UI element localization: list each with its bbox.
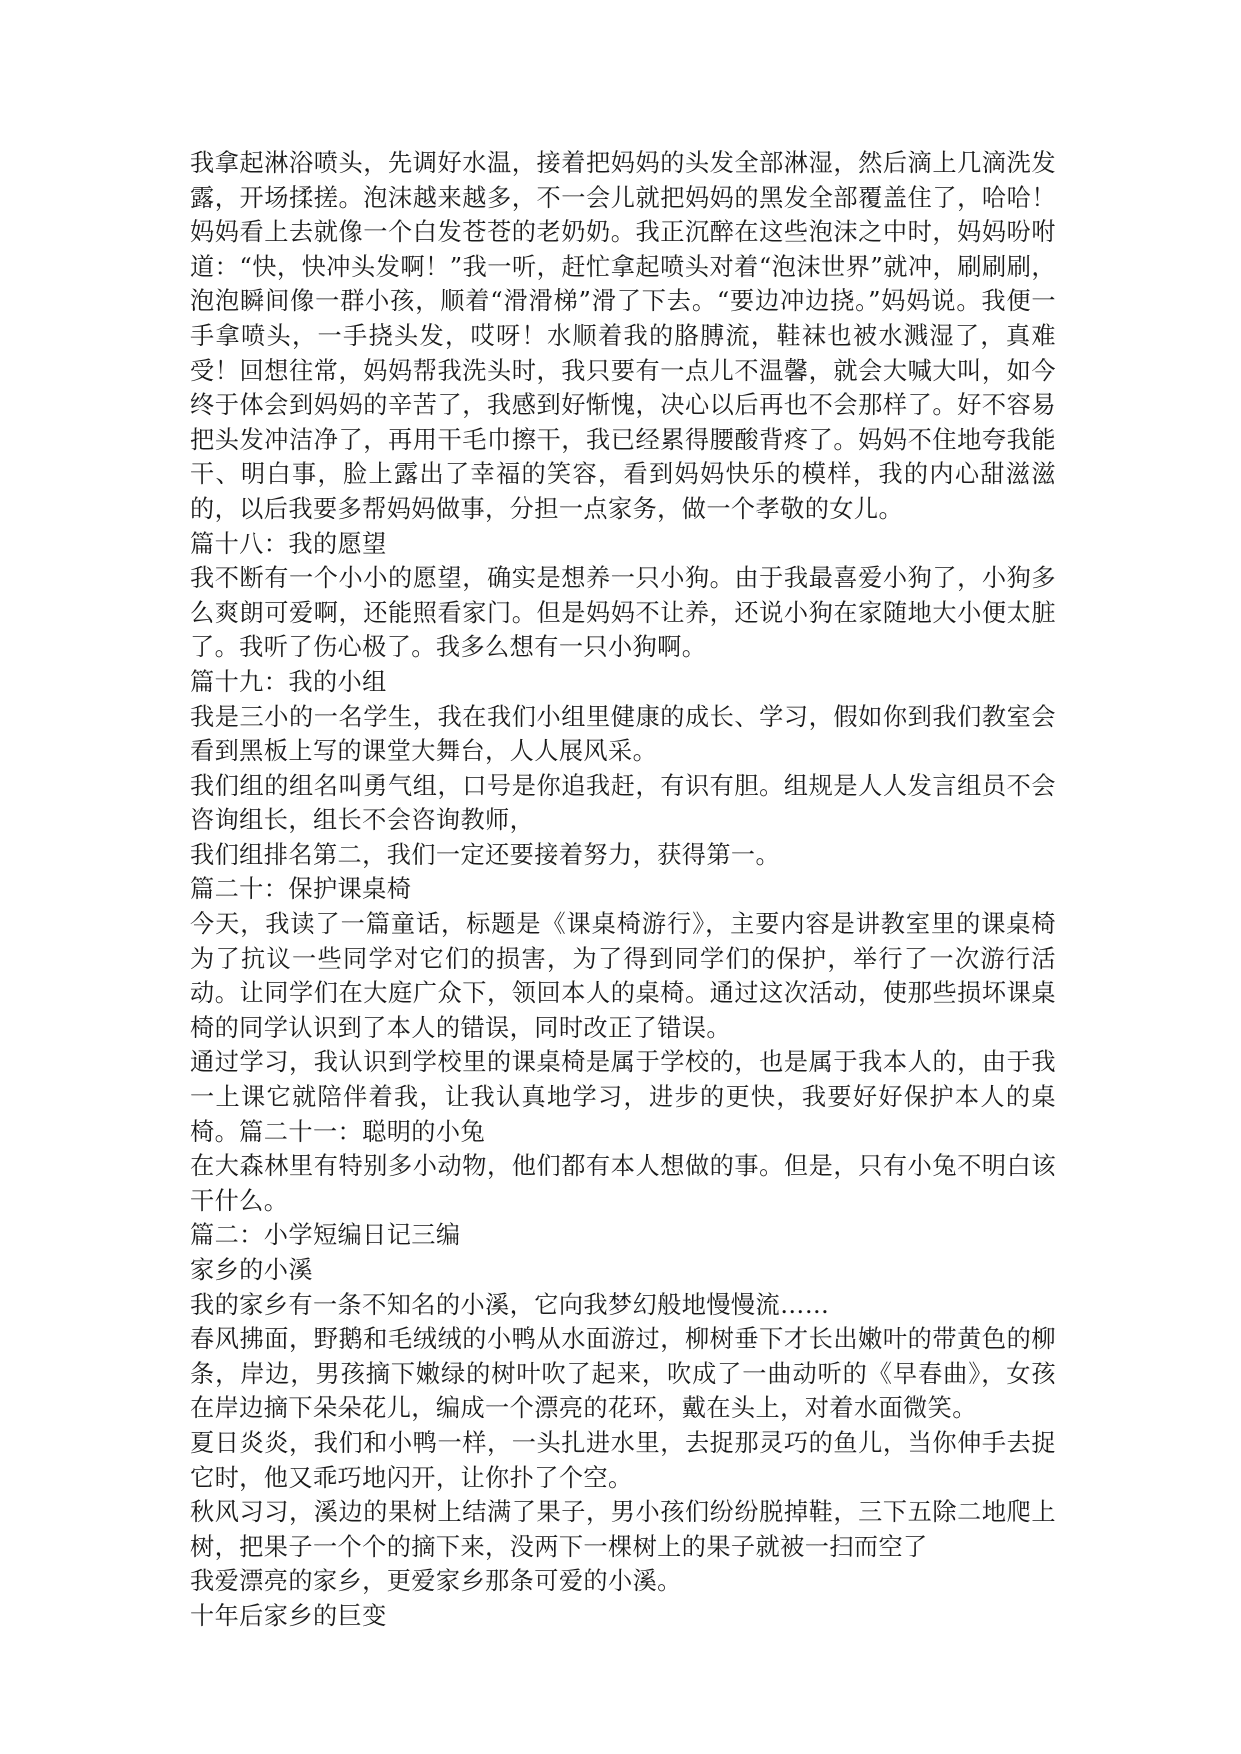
paragraph-spring: 春风拂面，野鹅和毛绒绒的小鸭从水面游过，柳树垂下才长出嫩叶的带黄色的柳条，岸边，男孩摘下嫩绿的树叶吹了起来，吹成了一曲动听的《早春曲》，女孩在岸边摘下朵朵花儿，编成一个漂亮的花环，戴在头上，对着水面微笑。 [190, 1325, 1056, 1423]
section-heading-19: 篇十九：我的小组 [190, 667, 387, 696]
section-heading-diary: 篇二：小学短编日记三编 [190, 1221, 461, 1250]
paragraph-stream-intro: 我的家乡有一条不知名的小溪，它向我梦幻般地慢慢流…… [190, 1290, 830, 1319]
paragraph-desks-2: 通过学习，我认识到学校里的课桌椅是属于学校的，也是属于我本人的，由于我一上课它就陪伴着我，让我认真地学习，进步的更快，我要好好保护本人的桌椅。篇二十一：聪明的小兔 [190, 1048, 1056, 1146]
paragraph-my-group-2: 我们组的组名叫勇气组，口号是你追我赶，有识有胆。组规是人人发言组员不会咨询组长，组长不会咨询教师， [190, 771, 1056, 835]
paragraph-washing-hair: 我拿起淋浴喷头，先调好水温，接着把妈妈的头发全部淋湿，然后滴上几滴洗发露，开场揉搓。泡沫越来越多，不一会儿就把妈妈的黑发全部覆盖住了，哈哈！妈妈看上去就像一个白发苍苍的老奶奶。我正沉醉在这些泡沫之中时，妈妈吩咐道：“快，快冲头发啊！”我一听，赶忙拿起喷头对着“泡沫世界”就冲，刷刷刷，泡泡瞬间像一群小孩，顺着“滑滑梯”滑了下去。“要边冲边挠。”妈妈说。我便一手拿喷头，一手挠头发，哎呀！水顺着我的胳膊流，鞋袜也被水溅湿了，真难受！回想往常，妈妈帮我洗头时，我只要有一点儿不温馨，就会大喊大叫，如今终于体会到妈妈的辛苦了，我感到好惭愧，决心以后再也不会那样了。好不容易把头发冲洁净了，再用干毛巾擦干，我已经累得腰酸背疼了。妈妈不住地夸我能干、明白事，脸上露出了幸福的笑容，看到妈妈快乐的模样，我的内心甜滋滋的，以后我要多帮妈妈做事，分担一点家务，做一个孝敬的女儿。 [190, 149, 1056, 523]
paragraph-my-wish: 我不断有一个小小的愿望，确实是想养一只小狗。由于我最喜爱小狗了，小狗多么爽朗可爱啊，还能照看家门。但是妈妈不让养，还说小狗在家随地大小便太脏了。我听了伤心极了。我多么想有一只小狗啊。 [190, 564, 1056, 662]
paragraph-love-hometown: 我爱漂亮的家乡，更爱家乡那条可爱的小溪。 [190, 1567, 682, 1596]
paragraph-my-group-1: 我是三小的一名学生，我在我们小组里健康的成长、学习，假如你到我们教室会看到黑板上写的课堂大舞台，人人展风采。 [190, 702, 1056, 766]
paragraph-clever-rabbit: 在大森林里有特别多小动物，他们都有本人想做的事。但是，只有小兔不明白该干什么。 [190, 1152, 1056, 1215]
section-heading-20: 篇二十：保护课桌椅 [190, 875, 412, 904]
section-heading-18: 篇十八：我的愿望 [190, 529, 387, 558]
document-body [190, 146, 1056, 1634]
subheading-hometown-change: 十年后家乡的巨变 [190, 1601, 387, 1630]
paragraph-summer: 夏日炎炎，我们和小鸭一样，一头扎进水里，去捉那灵巧的鱼儿，当你伸手去捉它时，他又乖巧地闪开，让你扑了个空。 [190, 1428, 1056, 1492]
paragraph-my-group-3: 我们组排名第二，我们一定还要接着努力，获得第一。 [190, 840, 781, 869]
paragraph-desks-1: 今天，我读了一篇童话，标题是《课桌椅游行》，主要内容是讲教室里的课桌椅为了抗议一些同学对它们的损害，为了得到同学们的保护，举行了一次游行活动。让同学们在大庭广众下，领回本人的桌椅。通过这次活动，使那些损坏课桌椅的同学认识到了本人的错误，同时改正了错误。 [190, 910, 1056, 1042]
paragraph-autumn: 秋风习习，溪边的果树上结满了果子，男小孩们纷纷脱掉鞋，三下五除二地爬上树，把果子一个个的摘下来，没两下一棵树上的果子就被一扫而空了 [190, 1498, 1056, 1561]
subheading-hometown-stream: 家乡的小溪 [190, 1256, 313, 1284]
